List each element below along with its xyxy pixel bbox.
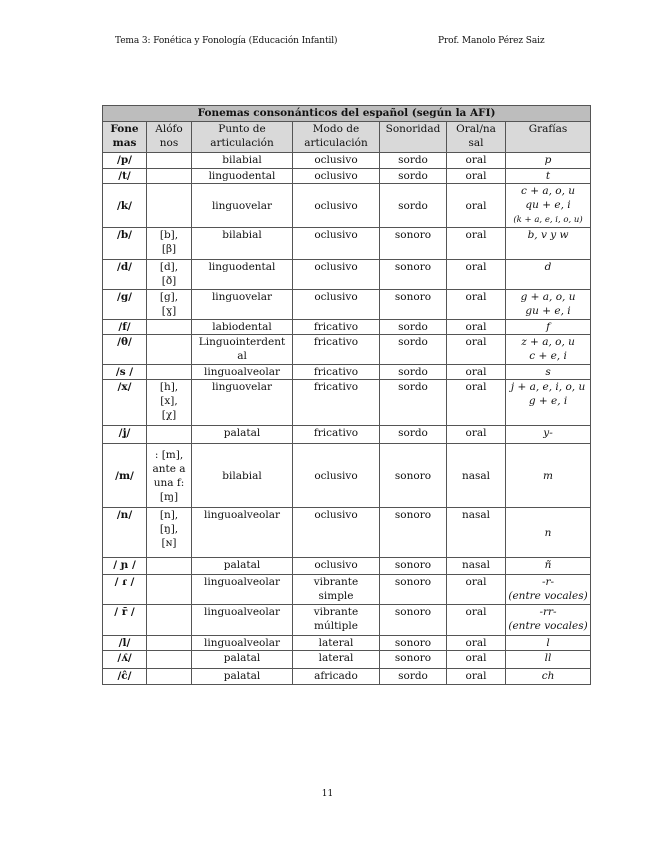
cell-alofonos: [147, 365, 192, 380]
cell-oral-nasal: oral: [447, 651, 506, 669]
cell-grafias: ch: [506, 669, 591, 685]
cell-grafias: f: [506, 320, 591, 335]
cell-punto: labiodental: [192, 320, 293, 335]
table-row: [103, 669, 591, 685]
cell-punto: linguodental: [192, 169, 293, 184]
cell-oral-nasal: nasal: [447, 444, 506, 508]
cell-punto: linguoalveolar: [192, 605, 293, 636]
cell-oral-nasal: oral: [447, 335, 506, 365]
table-row: [103, 365, 591, 380]
cell-oral-nasal: oral: [447, 153, 506, 169]
cell-modo: africado: [293, 669, 380, 685]
cell-modo: oclusivo: [293, 290, 380, 320]
cell-alofonos: [147, 169, 192, 184]
cell-modo: oclusivo: [293, 184, 380, 228]
cell-grafias: -r- (entre vocales): [506, 575, 591, 605]
cell-sonoridad: sonoro: [380, 508, 447, 558]
cell-alofonos: [147, 651, 192, 669]
cell-alofonos: [147, 636, 192, 651]
column-header-punto: Punto de articulación: [192, 122, 293, 153]
cell-sonoridad: sonoro: [380, 558, 447, 575]
cell-sonoridad: sordo: [380, 365, 447, 380]
cell-modo: oclusivo: [293, 260, 380, 290]
table-row: [103, 426, 591, 444]
cell-punto: palatal: [192, 558, 293, 575]
cell-punto: linguoalveolar: [192, 365, 293, 380]
cell-punto: palatal: [192, 426, 293, 444]
cell-modo: lateral: [293, 636, 380, 651]
grafias-note: (k + a, e, i, o, u): [513, 215, 583, 225]
cell-grafias: z + a, o, u c + e, i: [506, 335, 591, 365]
cell-alofonos: [147, 575, 192, 605]
table-row: [103, 169, 591, 184]
table-row: [103, 558, 591, 575]
table-row: [103, 508, 591, 558]
cell-grafias: y-: [506, 426, 591, 444]
cell-modo: oclusivo: [293, 508, 380, 558]
column-header-sonoridad: Sonoridad: [380, 122, 447, 153]
cell-oral-nasal: oral: [447, 260, 506, 290]
cell-grafias: t: [506, 169, 591, 184]
column-header-fonemas: Fone mas: [103, 122, 147, 153]
cell-fonemas: /p/: [103, 153, 147, 169]
table-row: [103, 636, 591, 651]
cell-punto: linguoalveolar: [192, 575, 293, 605]
cell-punto: linguovelar: [192, 380, 293, 426]
cell-alofonos: [147, 320, 192, 335]
cell-modo: vibrante simple: [293, 575, 380, 605]
column-header-modo: Modo de articulación: [293, 122, 380, 153]
cell-oral-nasal: oral: [447, 669, 506, 685]
cell-oral-nasal: oral: [447, 575, 506, 605]
cell-fonemas: /n/: [103, 508, 147, 558]
table-row: [103, 184, 591, 228]
page-number: 11: [321, 789, 334, 799]
cell-oral-nasal: oral: [447, 320, 506, 335]
cell-modo: fricativo: [293, 365, 380, 380]
cell-oral-nasal: oral: [447, 290, 506, 320]
page-header-title: Tema 3: Fonética y Fonología (Educación Infantil): [115, 36, 338, 46]
cell-fonemas: /m/: [103, 444, 147, 508]
table-row: [103, 605, 591, 636]
cell-punto: linguoalveolar: [192, 508, 293, 558]
cell-modo: oclusivo: [293, 169, 380, 184]
cell-sonoridad: sordo: [380, 426, 447, 444]
cell-grafias: b, v y w: [506, 228, 591, 260]
cell-modo: fricativo: [293, 320, 380, 335]
consonant-phonemes-table: [102, 105, 591, 685]
cell-grafias: ll: [506, 651, 591, 669]
cell-alofonos: [147, 426, 192, 444]
cell-alofonos: [d], [ð]: [147, 260, 192, 290]
cell-punto: Linguointerdent al: [192, 335, 293, 365]
cell-sonoridad: sonoro: [380, 651, 447, 669]
cell-sonoridad: sonoro: [380, 228, 447, 260]
column-header-oral-nasal: Oral/na sal: [447, 122, 506, 153]
cell-fonemas: /b/: [103, 228, 147, 260]
cell-alofonos: [g], [ɣ]: [147, 290, 192, 320]
table-row: [103, 335, 591, 365]
cell-grafias: p: [506, 153, 591, 169]
cell-oral-nasal: oral: [447, 380, 506, 426]
table-row: [103, 380, 591, 426]
cell-alofonos: [147, 335, 192, 365]
cell-oral-nasal: oral: [447, 184, 506, 228]
cell-alofonos: [h], [x], [χ]: [147, 380, 192, 426]
cell-fonemas: /ʝ/: [103, 426, 147, 444]
column-header-grafias: Grafías: [506, 122, 591, 153]
cell-punto: linguoalveolar: [192, 636, 293, 651]
cell-modo: oclusivo: [293, 558, 380, 575]
cell-alofonos: : [m], ante a una f: [ɱ]: [147, 444, 192, 508]
cell-alofonos: [b], [β]: [147, 228, 192, 260]
cell-fonemas: /f/: [103, 320, 147, 335]
cell-sonoridad: sonoro: [380, 444, 447, 508]
cell-modo: lateral: [293, 651, 380, 669]
cell-sonoridad: sordo: [380, 153, 447, 169]
cell-oral-nasal: oral: [447, 365, 506, 380]
cell-modo: vibrante múltiple: [293, 605, 380, 636]
cell-grafias: c + a, o, u qu + e, i (k + a, e, i, o, u): [506, 184, 591, 228]
cell-modo: oclusivo: [293, 153, 380, 169]
cell-grafias: s: [506, 365, 591, 380]
cell-punto: linguovelar: [192, 184, 293, 228]
cell-fonemas: / ɲ /: [103, 558, 147, 575]
cell-grafias: d: [506, 260, 591, 290]
cell-fonemas: /t/: [103, 169, 147, 184]
cell-grafias: l: [506, 636, 591, 651]
cell-sonoridad: sordo: [380, 380, 447, 426]
cell-alofonos: [n], [ŋ], [ɴ]: [147, 508, 192, 558]
cell-alofonos: [147, 558, 192, 575]
table-row: [103, 153, 591, 169]
cell-fonemas: /θ/: [103, 335, 147, 365]
cell-grafias: n: [506, 508, 591, 558]
cell-modo: oclusivo: [293, 228, 380, 260]
cell-alofonos: [147, 153, 192, 169]
cell-sonoridad: sordo: [380, 320, 447, 335]
cell-fonemas: /g/: [103, 290, 147, 320]
cell-sonoridad: sordo: [380, 169, 447, 184]
table-row: [103, 260, 591, 290]
cell-modo: oclusivo: [293, 444, 380, 508]
cell-sonoridad: sonoro: [380, 636, 447, 651]
cell-modo: fricativo: [293, 426, 380, 444]
cell-oral-nasal: oral: [447, 169, 506, 184]
cell-oral-nasal: oral: [447, 228, 506, 260]
cell-punto: bilabial: [192, 444, 293, 508]
cell-modo: fricativo: [293, 380, 380, 426]
page-header-author: Prof. Manolo Pérez Saiz: [438, 36, 545, 46]
cell-sonoridad: sonoro: [380, 575, 447, 605]
table-row: [103, 651, 591, 669]
cell-grafias: m: [506, 444, 591, 508]
cell-fonemas: /s /: [103, 365, 147, 380]
cell-oral-nasal: oral: [447, 426, 506, 444]
cell-fonemas: /ʎ/: [103, 651, 147, 669]
cell-grafias: j + a, e, i, o, u g + e, i: [506, 380, 591, 426]
cell-punto: linguodental: [192, 260, 293, 290]
cell-oral-nasal: nasal: [447, 508, 506, 558]
cell-fonemas: / ɾ /: [103, 575, 147, 605]
cell-sonoridad: sonoro: [380, 260, 447, 290]
cell-fonemas: /ĉ/: [103, 669, 147, 685]
column-header-alofonos: Alófo nos: [147, 122, 192, 153]
cell-oral-nasal: nasal: [447, 558, 506, 575]
cell-alofonos: [147, 605, 192, 636]
cell-punto: palatal: [192, 651, 293, 669]
cell-punto: bilabial: [192, 153, 293, 169]
cell-alofonos: [147, 669, 192, 685]
cell-grafias: g + a, o, u gu + e, i: [506, 290, 591, 320]
cell-oral-nasal: oral: [447, 605, 506, 636]
table-row: [103, 320, 591, 335]
cell-sonoridad: sordo: [380, 335, 447, 365]
cell-punto: bilabial: [192, 228, 293, 260]
cell-fonemas: /k/: [103, 184, 147, 228]
cell-grafias: ñ: [506, 558, 591, 575]
cell-punto: linguovelar: [192, 290, 293, 320]
table-row: [103, 444, 591, 508]
cell-fonemas: /d/: [103, 260, 147, 290]
cell-fonemas: /l/: [103, 636, 147, 651]
table-row: [103, 290, 591, 320]
table-title: Fonemas consonánticos del español (según la AFI): [103, 106, 591, 122]
cell-sonoridad: sonoro: [380, 290, 447, 320]
cell-fonemas: / r̄ /: [103, 605, 147, 636]
table-row: [103, 575, 591, 605]
cell-modo: fricativo: [293, 335, 380, 365]
cell-oral-nasal: oral: [447, 636, 506, 651]
table-row: [103, 228, 591, 260]
cell-fonemas: /x/: [103, 380, 147, 426]
cell-sonoridad: sordo: [380, 184, 447, 228]
cell-punto: palatal: [192, 669, 293, 685]
cell-alofonos: [147, 184, 192, 228]
cell-sonoridad: sordo: [380, 669, 447, 685]
cell-grafias: -rr- (entre vocales): [506, 605, 591, 636]
cell-sonoridad: sonoro: [380, 605, 447, 636]
